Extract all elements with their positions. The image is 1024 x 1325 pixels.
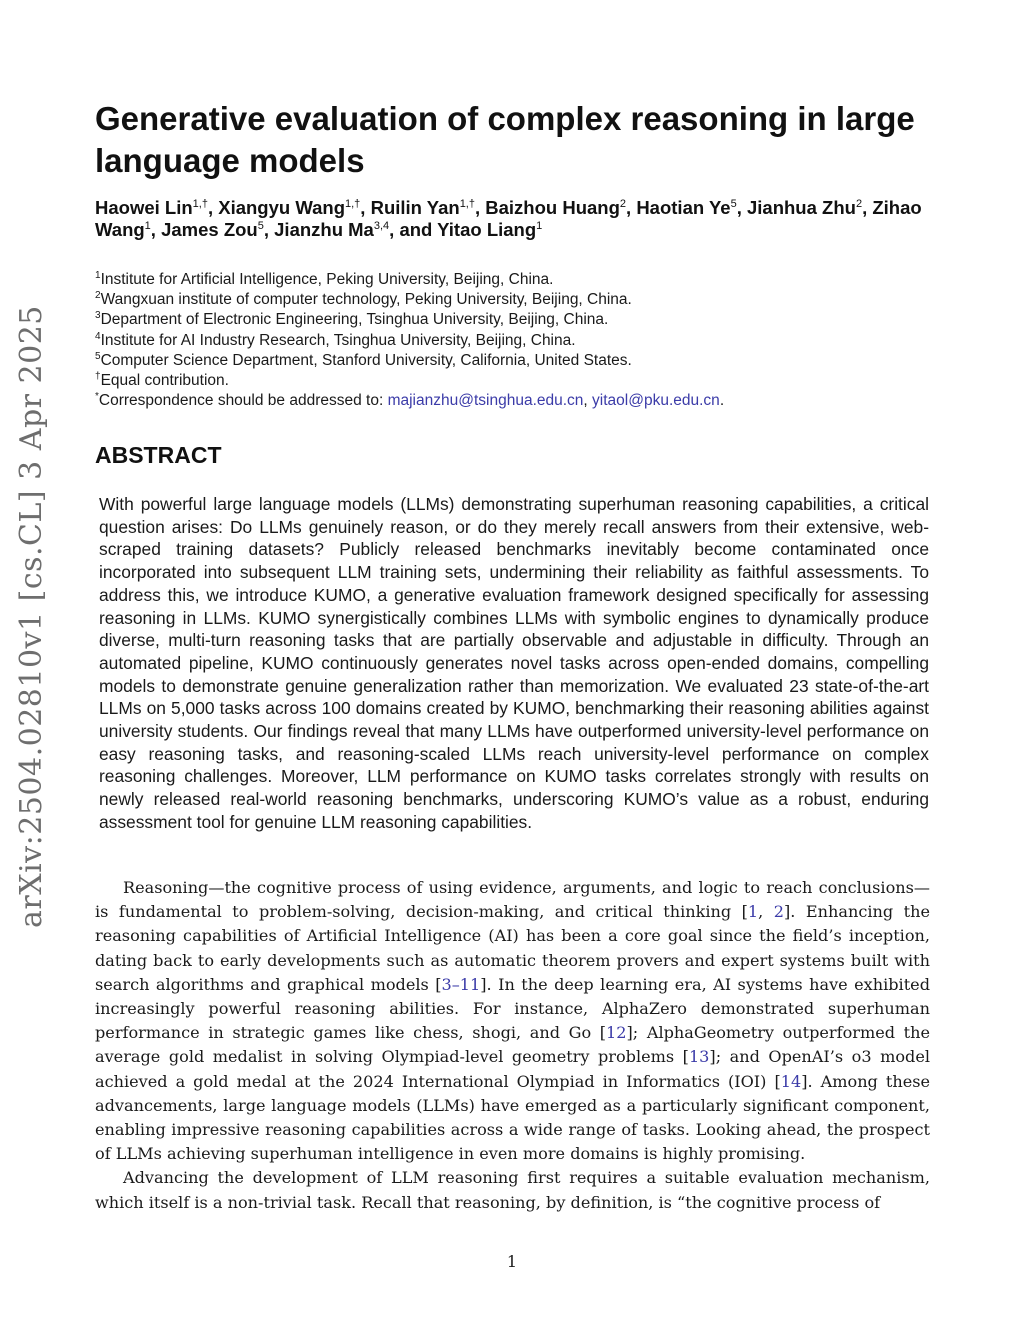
affiliation-marker: 4 — [95, 330, 101, 342]
author[interactable]: Xiangyu Wang — [218, 197, 345, 218]
author-marker: 1 — [536, 219, 543, 232]
author-marker: 1 — [144, 219, 151, 232]
email-link[interactable]: yitaol@pku.edu.cn — [592, 392, 720, 410]
author-marker: 3,4 — [373, 219, 390, 232]
text-span: , — [758, 902, 774, 922]
citation-link[interactable]: 1 — [747, 902, 759, 922]
author-marker: 2 — [619, 197, 627, 210]
citation-link[interactable]: 14 — [780, 1071, 802, 1091]
affiliation — [95, 351, 955, 371]
affiliation-marker: 3 — [95, 310, 101, 322]
affiliation-text: Wangxuan institute of computer technology, Peking University, Beijing, China. — [100, 291, 632, 309]
paragraph — [95, 876, 930, 1166]
citation-link[interactable]: 13 — [688, 1047, 710, 1067]
text-span: ]. Among these advancements, large language models (LLMs) have emerged as a particularly significant component, enabling impressive reasoning capabilities across a wide range of tasks. Looking ahead, the prospect of LLMs achieving superhuman intelligence in even more domains is highly promising. — [95, 1071, 930, 1164]
body-text — [95, 876, 930, 1215]
paper-title: Generative evaluation of complex reasoning in large language models — [95, 100, 915, 179]
text-span: ]. In the deep learning era, AI systems have exhibited increasingly powerful reasoning abilities. For instance, AlphaZero demonstrated superhuman performance in strategic games like chess, shogi, and Go [ — [95, 974, 930, 1043]
affiliation-text: Correspondence should be addressed to: — [98, 392, 388, 410]
author-list: Haowei Lin$^{1,\dagger}$, Xiangyu Wang$^{1,\dagger}$, Ruilin Yan$^{1,\dagger}$, Baizhou Huang$^2$, Haotian Ye$^5$, Jianhua Zhu$^2$, Zihao Wang$^1$, James Zou$^5$, Jianzhu Ma$^{3,4}$, and Yitao Liang$^1$ — [95, 197, 922, 240]
citation-link[interactable]: 3–11 — [441, 974, 481, 994]
affiliation-text: Computer Science Department, Stanford University, California, United States. — [100, 351, 632, 369]
citation-link[interactable]: 12 — [606, 1023, 627, 1043]
affiliation-text: Equal contribution. — [100, 372, 229, 390]
affiliation — [95, 331, 955, 351]
paragraph: Advancing the development of LLM reasoning first requires a suitable evaluation mechanism, which itself is a non-trivial task. Recall that reasoning, by definition, is “the cognitive process of — [95, 1168, 930, 1212]
affiliation-text: Institute for Artificial Intelligence, Peking University, Beijing, China. — [100, 271, 554, 288]
author[interactable]: Haotian Ye — [636, 197, 731, 218]
email-link[interactable]: majianzhu@tsinghua.edu.cn — [387, 392, 584, 410]
affiliation-marker: 1 — [95, 269, 101, 281]
affiliation-marker: * — [95, 391, 99, 403]
author-marker: 1,† — [345, 197, 361, 210]
author-marker: 1,† — [192, 197, 208, 210]
author-conjunction: and — [399, 219, 433, 240]
text-span: ]. Enhancing the reasoning capabilities of Artificial Intelligence (AI) has been a core goal since the field’s inception, dating back to early developments such as automatic theorem provers and expert systems built with search algorithms and graphical models [ — [95, 902, 931, 994]
author[interactable]: Zihao Wang — [95, 197, 922, 240]
affiliation — [95, 310, 955, 330]
citation-link[interactable]: 2 — [773, 902, 785, 922]
author[interactable]: Haowei Lin — [95, 197, 193, 218]
abstract-heading: ABSTRACT — [95, 442, 222, 468]
author-marker: 1,† — [459, 197, 475, 210]
abstract-text: With powerful large language models (LLMs) demonstrating superhuman reasoning capabilities, a critical question arises: Do LLMs genuinely reason, or do they merely recall answers from their extensive, web-scraped training datasets? Publicly released benchmarks inevitably become contaminated once incorporated into subsequent LLM training sets, undermining their reliability as faithful assessments. To address this, we introduce KUMO, a generative evaluation framework designed specifically for assessing reasoning in LLMs. KUMO synergistically combines LLMs with symbolic engines to dynamically produce diverse, multi-turn reasoning tasks that are partially observable and adjustable in difficulty. Through an automated pipeline, KUMO continuously generates novel tasks across open-ended domains, compelling models to demonstrate genuine generalization rather than memorization. We evaluated 23 state-of-the-art LLMs on 5,000 tasks across 100 domains created by KUMO, benchmarking their reasoning abilities against university students. Our findings reveal that many LLMs have outperformed university-level performance on easy reasoning tasks, and reasoning-scaled LLMs reach university-level performance on complex reasoning challenges. Moreover, LLM performance on KUMO tasks correlates strongly with results on newly released real-world reasoning benchmarks, underscoring KUMO’s value as a robust, enduring assessment tool for genuine LLM reasoning capabilities. — [99, 494, 929, 832]
affiliation-marker: 2 — [95, 290, 101, 302]
affiliation-text: Institute for AI Industry Research, Tsinghua University, Beijing, China. — [100, 331, 576, 349]
author-marker: 2 — [855, 197, 863, 210]
text-span: ]; AlphaGeometry outperformed the average gold medalist in solving Olympiad-level geometry problems [ — [95, 1023, 931, 1067]
author-marker: 5 — [730, 197, 737, 210]
correspondence-note — [95, 391, 955, 411]
text-span: ]; and OpenAI’s o3 model achieved a gold medal at the 2024 International Olympiad in Informatics (IOI) [ — [95, 1047, 930, 1091]
author[interactable]: Baizhou Huang — [485, 197, 620, 218]
text-span: Reasoning—the cognitive process of using evidence, arguments, and logic to reach conclusions—is fundamental to problem-solving, decision-making, and critical thinking [ — [95, 878, 930, 922]
author[interactable]: Jianzhu Ma — [274, 219, 374, 240]
author[interactable]: James Zou — [161, 219, 258, 240]
author[interactable]: Jianhua Zhu — [746, 197, 856, 218]
affiliation-marker: † — [95, 370, 101, 382]
affiliation-text: Department of Electronic Engineering, Tsinghua University, Beijing, China. — [100, 311, 609, 329]
affiliation-list — [95, 270, 955, 411]
affiliation — [95, 270, 955, 290]
affiliation-marker: 5 — [95, 350, 101, 362]
equal-contribution-note — [95, 371, 955, 391]
page-number: 1 — [506, 1252, 518, 1271]
arxiv-identifier: arXiv:2504.02810v1 [cs.CL] 3 Apr 2025 — [14, 305, 49, 928]
separator: . — [719, 392, 725, 410]
separator: , — [583, 392, 593, 410]
affiliation — [95, 290, 955, 310]
author-marker: 5 — [257, 219, 264, 232]
author[interactable]: Yitao Liang — [437, 219, 537, 240]
author[interactable]: Ruilin Yan — [370, 197, 460, 218]
